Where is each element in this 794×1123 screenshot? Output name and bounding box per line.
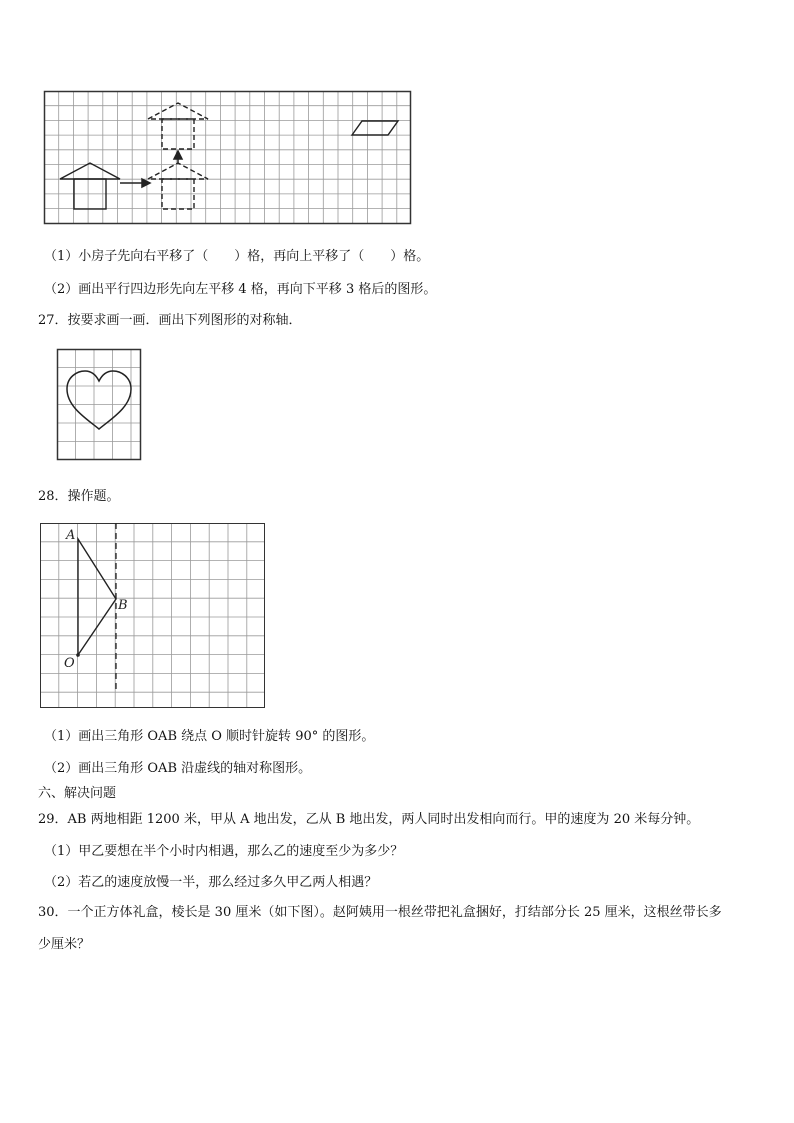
q26-sub1: （1）小房子先向右平移了（ ）格，再向上平移了（ ）格。 [44, 249, 430, 264]
point-o-dot [76, 653, 80, 657]
house-moved-right [148, 163, 208, 209]
q30-line1: 30．一个正方体礼盒，棱长是 30 厘米（如下图）。赵阿姨用一根丝带把礼盒捆好，打结部分长 25 厘米，这根丝带长多 [38, 905, 722, 920]
translation-grid-figure [44, 91, 412, 225]
q27-text: 27．按要求画一画．画出下列图形的对称轴． [38, 313, 302, 328]
q30-line2: 少厘米？ [38, 937, 91, 952]
triangle-oab [78, 539, 116, 655]
heart-shape [67, 371, 131, 429]
triangle-grid-figure [40, 523, 266, 709]
point-a-label: A [66, 528, 76, 543]
q29-sub1: （1）甲乙要想在半个小时内相遇，那么乙的速度至少为多少？ [44, 844, 404, 859]
heart-grid-figure [57, 349, 141, 461]
parallelogram [352, 121, 398, 135]
point-b-label: B [118, 598, 128, 613]
house-original [60, 163, 120, 209]
grid-lines [44, 91, 411, 224]
section6-heading: 六、解决问题 [38, 786, 117, 801]
arrow-right [120, 179, 150, 187]
q29-text: 29．AB 两地相距 1200 米，甲从 A 地出发，乙从 B 地出发，两人同时出发相向而行。甲的速度为 20 米每分钟。 [38, 812, 700, 827]
point-o-label: O [64, 656, 75, 671]
q28-sub1: （1）画出三角形 OAB 绕点 O 顺时针旋转 90° 的图形。 [44, 729, 375, 744]
q26-sub2: （2）画出平行四边形先向左平移 4 格，再向下平移 3 格后的图形。 [44, 282, 437, 297]
q29-sub2: （2）若乙的速度放慢一半，那么经过多久甲乙两人相遇？ [44, 875, 378, 890]
grid-border [45, 92, 411, 224]
house-moved-up [148, 103, 208, 149]
grid-lines [40, 523, 265, 708]
grid-lines [57, 349, 141, 460]
q28-text: 28．操作题。 [38, 489, 120, 504]
q28-sub2: （2）画出三角形 OAB 沿虚线的轴对称图形。 [44, 761, 312, 776]
arrow-up [174, 151, 182, 163]
